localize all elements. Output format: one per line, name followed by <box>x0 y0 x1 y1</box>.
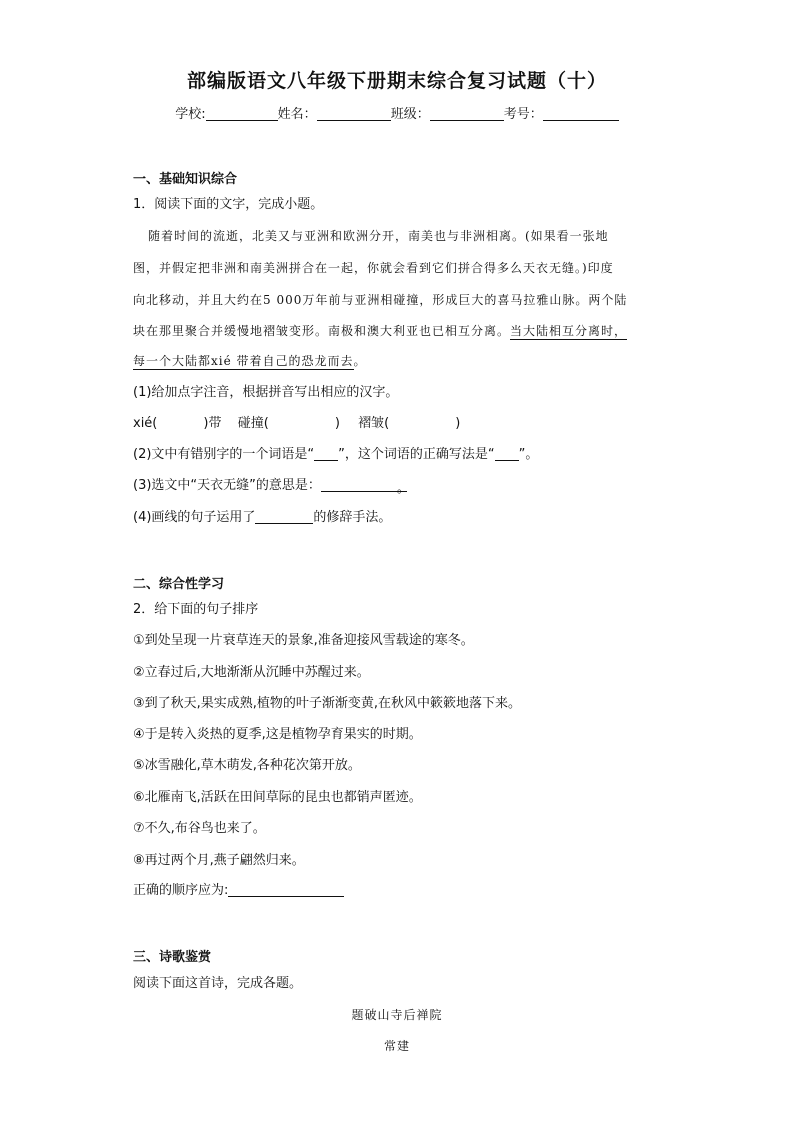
poem-title: 题破山寺后禅院 <box>351 1008 443 1022</box>
question-3: 阅读下面这首诗，完成各题。 <box>133 976 303 991</box>
underlined-sentence: 当大陆相互分离时， <box>510 324 628 338</box>
sentence-item: ③到了秋天,果实成熟,植物的叶子渐渐变黄,在秋风中簌簌地落下来。 <box>133 696 522 711</box>
sentence-item: ④于是转入炎热的夏季,这是植物孕育果实的时期。 <box>133 727 422 742</box>
school-label: 学校: <box>175 107 206 122</box>
exam-no-field[interactable] <box>543 106 619 121</box>
passage-line: 随着时间的流逝，北美又与亚洲和欧洲分开，南美也与非洲相离。(如果看一张地 <box>148 229 609 243</box>
name-field[interactable] <box>317 106 391 121</box>
sentence-item: ⑧再过两个月,燕子翩然归来。 <box>133 853 305 868</box>
underlined-sentence: 每一个大陆都xié 带着自己的恐龙而去 <box>133 354 354 368</box>
sub2-text: (2)文中有错别字的一个词语是“ <box>133 447 315 462</box>
passage-text: 块在那里聚合并缓慢地褶皱变形。南极和澳大利亚也已相互分离。 <box>133 324 511 338</box>
question-1: 1．阅读下面的文字，完成小题。 <box>133 197 324 212</box>
passage-line <box>133 322 678 339</box>
school-field[interactable] <box>206 106 278 121</box>
passage-line <box>133 352 678 369</box>
section-heading-basics: 一、基础知识综合 <box>133 172 238 187</box>
item-close: ) <box>455 416 461 431</box>
sub-question-3 <box>133 474 410 496</box>
sentence-item: ⑦不久,布谷鸟也来了。 <box>133 821 266 836</box>
order-answer-label: 正确的顺序应为: <box>133 883 229 898</box>
sentence-item: ①到处呈现一片衰草连天的景象,准备迎接风雪载途的寒冬。 <box>133 633 474 648</box>
wrong-word-blank[interactable] <box>314 446 338 461</box>
class-label: 班级： <box>390 107 430 122</box>
order-answer-line <box>133 879 344 898</box>
rhetoric-blank[interactable] <box>255 509 313 524</box>
passage-line: 图，并假定把非洲和南美洲拼合在一起，你就会看到它们拼合得多么天衣无缝。)印度 <box>133 261 614 275</box>
item-close: ) <box>334 416 340 431</box>
section-heading-comprehensive: 二、综合性学习 <box>133 577 225 592</box>
student-info-line <box>0 103 794 122</box>
sub4-text: (4)画线的句子运用了 <box>133 510 256 525</box>
sub3-text: (3)选文中“天衣无缝”的意思是： <box>133 478 321 493</box>
section-heading-poetry: 三、诗歌鉴赏 <box>133 950 212 965</box>
pinyin-item-xie: xié( <box>133 416 158 431</box>
item-word: )带 <box>203 416 222 431</box>
exam-no-label: 考号： <box>503 107 543 122</box>
correct-word-blank[interactable] <box>495 446 519 461</box>
name-label: 姓名： <box>277 107 317 122</box>
sub3-end: 。 <box>397 477 407 492</box>
meaning-blank[interactable] <box>321 477 397 492</box>
sentence-item: ⑤冰雪融化,草木萌发,各种花次第开放。 <box>133 758 361 773</box>
sub-question-1-items <box>133 412 460 431</box>
sub2-text: ”，这个词语的正确写法是“ <box>338 447 495 462</box>
page-title: 部编版语文八年级下册期末综合复习试题（十） <box>186 70 607 92</box>
order-answer-blank[interactable] <box>228 882 344 897</box>
passage-end: 。 <box>353 354 367 368</box>
pinyin-item-pengzhuang: 碰撞( <box>237 416 269 431</box>
sub4-text: 的修辞手法。 <box>313 510 392 525</box>
pinyin-item-zhezhou: 褶皱( <box>358 416 390 431</box>
passage-line: 向北移动，并且大约在5 000万年前与亚洲相碰撞，形成巨大的喜马拉雅山脉。两个陆 <box>133 293 628 307</box>
question-2: 2．给下面的句子排序 <box>133 602 259 617</box>
sentence-item: ②立春过后,大地渐渐从沉睡中苏醒过来。 <box>133 665 370 680</box>
sub-question-1: (1)给加点字注音，根据拼音写出相应的汉字。 <box>133 385 399 400</box>
poem-author: 常建 <box>383 1039 410 1053</box>
sub-question-2 <box>133 443 538 462</box>
sub2-text: ”。 <box>518 447 539 462</box>
class-field[interactable] <box>430 106 504 121</box>
sentence-item: ⑥北雁南飞,活跃在田间草际的昆虫也都销声匿迹。 <box>133 790 422 805</box>
sub-question-4 <box>133 506 391 525</box>
